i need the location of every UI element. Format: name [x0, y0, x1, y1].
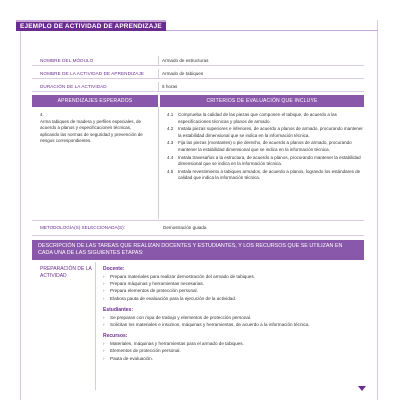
activity-value: Armado de tabiques — [162, 71, 204, 76]
column-divider — [158, 107, 159, 219]
estudiantes-title: Estudiantes: — [103, 306, 134, 313]
row-divider — [158, 69, 159, 78]
criterio-text: Instala revestimiento a tabiques armados, de acuerdo a planos, logrando los estándares de calidad que indica la información técnica. — [178, 168, 361, 181]
criterio-number: 4.3 — [167, 140, 174, 146]
criterio-number: 4.1 — [167, 112, 174, 117]
row-divider — [158, 56, 159, 65]
arrow-icon: › — [103, 322, 105, 328]
triangle-down-icon — [358, 386, 366, 391]
list-item: › Materiales, máquinas y herramientas para el armado de tabiques. — [103, 341, 244, 347]
arrow-icon: › — [103, 295, 105, 301]
info-row-activity — [32, 69, 364, 79]
metodologia-label: METODOLOGÍA(S) SELECCIONADA(S): — [40, 225, 125, 230]
aprendizaje-number: 4. — [40, 112, 44, 117]
arrow-icon: › — [103, 355, 105, 361]
criterios-list — [167, 112, 367, 183]
arrow-icon: › — [103, 288, 105, 294]
activity-title-bar — [16, 20, 166, 31]
activity-label: NOMBRE DE LA ACTIVIDAD DE APRENDIZAJE — [40, 71, 145, 76]
arrow-icon: › — [103, 341, 105, 347]
criterio-item — [167, 112, 367, 125]
column-header-aprendizajes: APRENDIZAJES ESPERADOS — [32, 95, 158, 107]
descripcion-header: DESCRIPCIÓN DE LAS TAREAS QUE REALIZAN DOCENTES Y ESTUDIANTES, Y LOS RECURSOS QUE SE UTILIZAN EN CADA UNA DE LAS SIGUIENTES ETAPAS: — [32, 240, 364, 260]
aprendizaje-text: Arma tabiques de madera y perfiles especiales, de acuerdo a planos y especificaciones técnicas, aplicando las normas de seguridad y prevención de riesgos correspondientes. — [40, 118, 143, 144]
arrow-icon: › — [103, 281, 105, 287]
info-row-duration — [32, 82, 364, 92]
criterio-number: 4.5 — [167, 168, 174, 174]
title-underline — [166, 30, 378, 31]
list-item: › Se preparan con ropa de trabajo y elementos de protección personal. — [103, 314, 252, 320]
duration-label: DURACIÓN DE LA ACTIVIDAD — [40, 84, 107, 89]
list-item: › Prepara elementos de protección personal. — [103, 288, 198, 294]
list-item: › Prepara máquinas y herramientas necesarias. — [103, 281, 204, 287]
section-divider — [32, 235, 364, 236]
activity-title: EJEMPLO DE ACTIVIDAD DE APRENDIZAJE — [20, 23, 162, 30]
list-item: › Solicitan los materiales e insumos, máquinas y herramientas, de acuerdo a la información técnica. — [103, 322, 310, 328]
criterio-text: Fija las piezas (montantes) o pie derecho, de acuerdo a planos de armado, procurando mantener la estabilidad dimensional que se indica en la información técnica. — [178, 140, 352, 152]
module-label: NOMBRE DEL MÓDULO — [40, 58, 94, 63]
criterio-text: Instala piezas superiores e inferiores, de acuerdo a planos de armado, procurando mantener la estabilidad dimensional que se indica en la información técnica. — [178, 126, 363, 138]
criterio-item — [167, 155, 367, 168]
column-divider — [95, 262, 96, 390]
module-value: Armado de estructuras — [162, 58, 209, 63]
criterio-item — [167, 169, 367, 182]
column-header-criterios: CRITERIOS DE EVALUACIÓN QUE INCLUYE — [160, 95, 364, 107]
preparacion-label: PREPARACIÓN DE LA ACTIVIDAD — [40, 266, 92, 279]
arrow-icon: › — [103, 274, 105, 279]
section-divider — [32, 220, 364, 221]
list-item: › Pauta de evaluación. — [103, 355, 153, 361]
duration-value: 6 horas — [162, 84, 178, 89]
docente-title: Docente: — [103, 266, 125, 272]
criterio-text: Instala travesaños a la estructura, de acuerdo a planos, procurando mantener la estabilidad dimensional que se indica en la información técnica. — [178, 154, 361, 167]
arrow-icon: › — [103, 348, 105, 354]
criterio-item — [167, 126, 367, 139]
arrow-icon: › — [103, 314, 105, 320]
list-item: › Elabora pauta de evaluación para la ejecución de la actividad. — [103, 295, 237, 301]
row-divider — [158, 82, 159, 91]
info-row-module — [32, 56, 364, 66]
list-item: › Elementos de protección personal. — [103, 348, 181, 354]
criterio-text: Comprueba la calidad de las piezas que componen el tabique, de acuerdo a las especificaciones técnicas y planos de armado. — [178, 112, 337, 124]
criterio-number: 4.2 — [167, 126, 174, 132]
criterio-number: 4.4 — [167, 154, 174, 160]
list-item: › Prepara materiales para realizar demostración del armado de tabiques. — [103, 274, 256, 279]
recursos-title: Recursos: — [103, 333, 128, 340]
preparacion-content — [103, 266, 365, 362]
criterio-item — [167, 140, 367, 153]
metodologia-value: Demostración guiada — [163, 225, 207, 230]
aprendizaje-esperado — [40, 112, 150, 145]
